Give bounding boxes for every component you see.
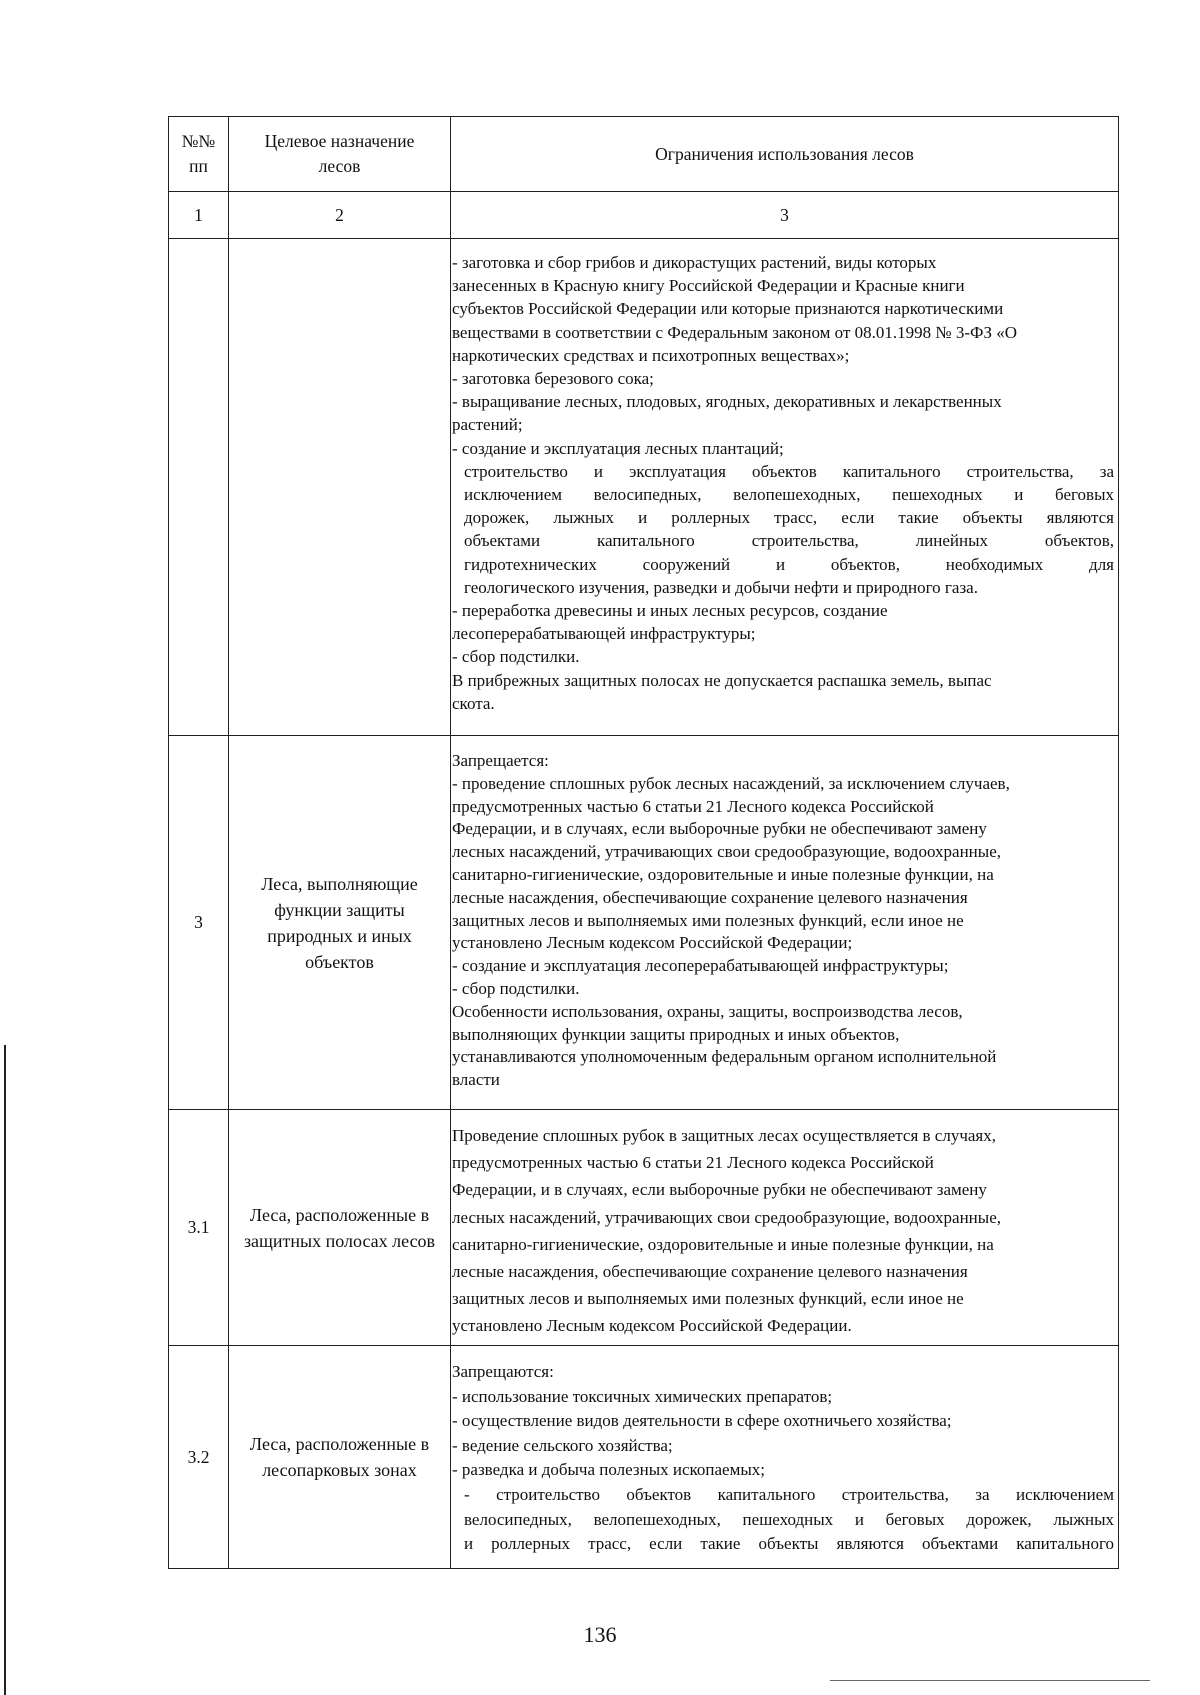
scan-edge-line xyxy=(4,1045,6,1695)
text-line: - строительство объектов капитального строительства, за исключением xyxy=(464,1484,1114,1504)
row-restrictions xyxy=(451,1346,1119,1569)
text-line: Особенности использования, охраны, защиты, воспроизводства лесов, xyxy=(452,1001,963,1021)
text-line: Запрещаются: xyxy=(452,1362,554,1381)
purpose-line: Леса, выполняющие xyxy=(261,873,418,894)
text-line: В прибрежных защитных полосах не допускается распашка земель, выпас xyxy=(452,670,992,690)
row-number xyxy=(169,239,229,736)
text-line: установлено Лесным кодексом Российской Федерации; xyxy=(452,933,853,953)
text-line: лесных насаждений, утрачивающих свои средообразующие, водоохранные, xyxy=(452,1207,1001,1227)
table-row xyxy=(169,1110,1119,1346)
text-line: лесные насаждения, обеспечивающие сохранение целевого назначения xyxy=(452,887,968,907)
text-line: - использование токсичных химических препаратов; xyxy=(452,1386,833,1406)
text-line: устанавливаются уполномоченным федеральным органом исполнительной xyxy=(452,1047,997,1067)
header-purpose-line1: Целевое назначение xyxy=(264,131,415,151)
column-number: 2 xyxy=(229,192,451,239)
header-number-line1: №№ xyxy=(181,131,216,151)
column-number: 1 xyxy=(169,192,229,239)
text-line: наркотических средствах и психотропных веществах»; xyxy=(452,345,850,365)
text-line: занесенных в Красную книгу Российской Федерации и Красные книги xyxy=(452,276,965,296)
text-line: предусмотренных частью 6 статьи 21 Лесного кодекса Российской xyxy=(452,1153,934,1173)
row-restrictions xyxy=(451,736,1119,1110)
text-line: исключением велосипедных, велопешеходных, пешеходных и беговых xyxy=(464,485,1114,505)
text-line: власти xyxy=(452,1070,500,1090)
text-line: установлено Лесным кодексом Российской Федерации. xyxy=(452,1316,852,1336)
row-purpose xyxy=(229,736,451,1110)
text-line: предусмотренных частью 6 статьи 21 Лесного кодекса Российской xyxy=(452,796,934,816)
text-line: субъектов Российской Федерации или которые признаются наркотическими xyxy=(452,299,1004,319)
text-line: - выращивание лесных, плодовых, ягодных, декоративных и лекарственных xyxy=(452,392,1002,412)
row-number: 3.2 xyxy=(169,1346,229,1569)
text-line: выполняющих функции защиты природных и иных объектов, xyxy=(452,1024,900,1044)
text-line: защитных лесов и выполняемых ими полезных функций, если иное не xyxy=(452,910,964,930)
text-line: и роллерных трасс, если такие объекты являются объектами капитального xyxy=(464,1534,1114,1554)
header-number-line2: пп xyxy=(189,156,208,176)
text-line: санитарно-гигиенические, оздоровительные и иные полезные функции, на xyxy=(452,864,994,884)
forest-restrictions-table xyxy=(168,116,1119,1569)
text-line: Запрещается: xyxy=(452,751,549,770)
text-line: объектами капитального строительства, линейных объектов, xyxy=(464,531,1114,551)
text-line: скота. xyxy=(452,693,495,713)
purpose-line: объектов xyxy=(305,951,374,972)
purpose-line: лесопарковых зонах xyxy=(262,1460,417,1480)
scan-bottom-line xyxy=(830,1680,1150,1681)
row-purpose xyxy=(229,1346,451,1569)
text-line: строительство и эксплуатация объектов капитального строительства, за xyxy=(464,461,1114,481)
table-row xyxy=(169,239,1119,736)
column-number: 3 xyxy=(451,192,1119,239)
text-line: - заготовка березового сока; xyxy=(452,369,654,389)
text-line: дорожек, лыжных и роллерных трасс, если такие объекты являются xyxy=(464,508,1114,528)
row-purpose xyxy=(229,239,451,736)
row-restrictions xyxy=(451,239,1119,736)
text-line: веществами в соответствии с Федеральным законом от 08.01.1998 № 3-ФЗ «О xyxy=(452,322,1017,342)
text-line: Федерации, и в случаях, если выборочные рубки не обеспечивают замену xyxy=(452,1180,987,1200)
row-purpose xyxy=(229,1110,451,1346)
header-purpose-line2: лесов xyxy=(318,156,361,176)
text-line: - проведение сплошных рубок лесных насаждений, за исключением случаев, xyxy=(452,773,1010,793)
header-purpose xyxy=(229,117,451,192)
text-line: санитарно-гигиенические, оздоровительные и иные полезные функции, на xyxy=(452,1234,994,1254)
column-number-row xyxy=(169,192,1119,239)
text-line: геологического изучения, разведки и добычи нефти и природного газа. xyxy=(464,577,978,597)
text-line: гидротехнических сооружений и объектов, необходимых для xyxy=(464,554,1114,574)
text-line: растений; xyxy=(452,415,523,435)
row-number: 3 xyxy=(169,736,229,1110)
text-line: - заготовка и сбор грибов и дикорастущих растений, виды которых xyxy=(452,253,937,272)
text-line: Проведение сплошных рубок в защитных лесах осуществляется в случаях, xyxy=(452,1126,996,1145)
header-number xyxy=(169,117,229,192)
text-line: - осуществление видов деятельности в сфере охотничьего хозяйства; xyxy=(452,1411,952,1431)
header-restrictions: Ограничения использования лесов xyxy=(451,117,1119,192)
purpose-line: функции защиты xyxy=(274,899,405,920)
text-line: - сбор подстилки. xyxy=(452,978,580,998)
table-row xyxy=(169,1346,1119,1569)
text-line: защитных лесов и выполняемых ими полезных функций, если иное не xyxy=(452,1289,964,1309)
text-line: лесные насаждения, обеспечивающие сохранение целевого назначения xyxy=(452,1262,968,1282)
text-line: - ведение сельского хозяйства; xyxy=(452,1435,673,1455)
purpose-line: Леса, расположенные в xyxy=(249,1204,430,1225)
text-line: - разведка и добыча полезных ископаемых; xyxy=(452,1460,766,1480)
text-line: - сбор подстилки. xyxy=(452,647,580,667)
text-line: лесоперерабатывающей инфраструктуры; xyxy=(452,624,756,644)
purpose-line: защитных полосах лесов xyxy=(243,1230,436,1251)
text-line: - создание и эксплуатация лесоперерабатывающей инфраструктуры; xyxy=(452,956,949,976)
row-restrictions xyxy=(451,1110,1119,1346)
table-row xyxy=(169,736,1119,1110)
row-number: 3.1 xyxy=(169,1110,229,1346)
text-line: - переработка древесины и иных лесных ресурсов, создание xyxy=(452,601,888,621)
page-number: 136 xyxy=(583,1622,617,1647)
text-line: Федерации, и в случаях, если выборочные рубки не обеспечивают замену xyxy=(452,819,987,839)
text-line: лесных насаждений, утрачивающих свои средообразующие, водоохранные, xyxy=(452,842,1001,862)
text-line: велосипедных, велопешеходных, пешеходных и беговых дорожек, лыжных xyxy=(464,1509,1114,1529)
purpose-line: природных и иных xyxy=(267,925,412,946)
purpose-line: Леса, расположенные в xyxy=(249,1434,430,1454)
text-line: - создание и эксплуатация лесных плантаций; xyxy=(452,438,784,458)
header-row xyxy=(169,117,1119,192)
